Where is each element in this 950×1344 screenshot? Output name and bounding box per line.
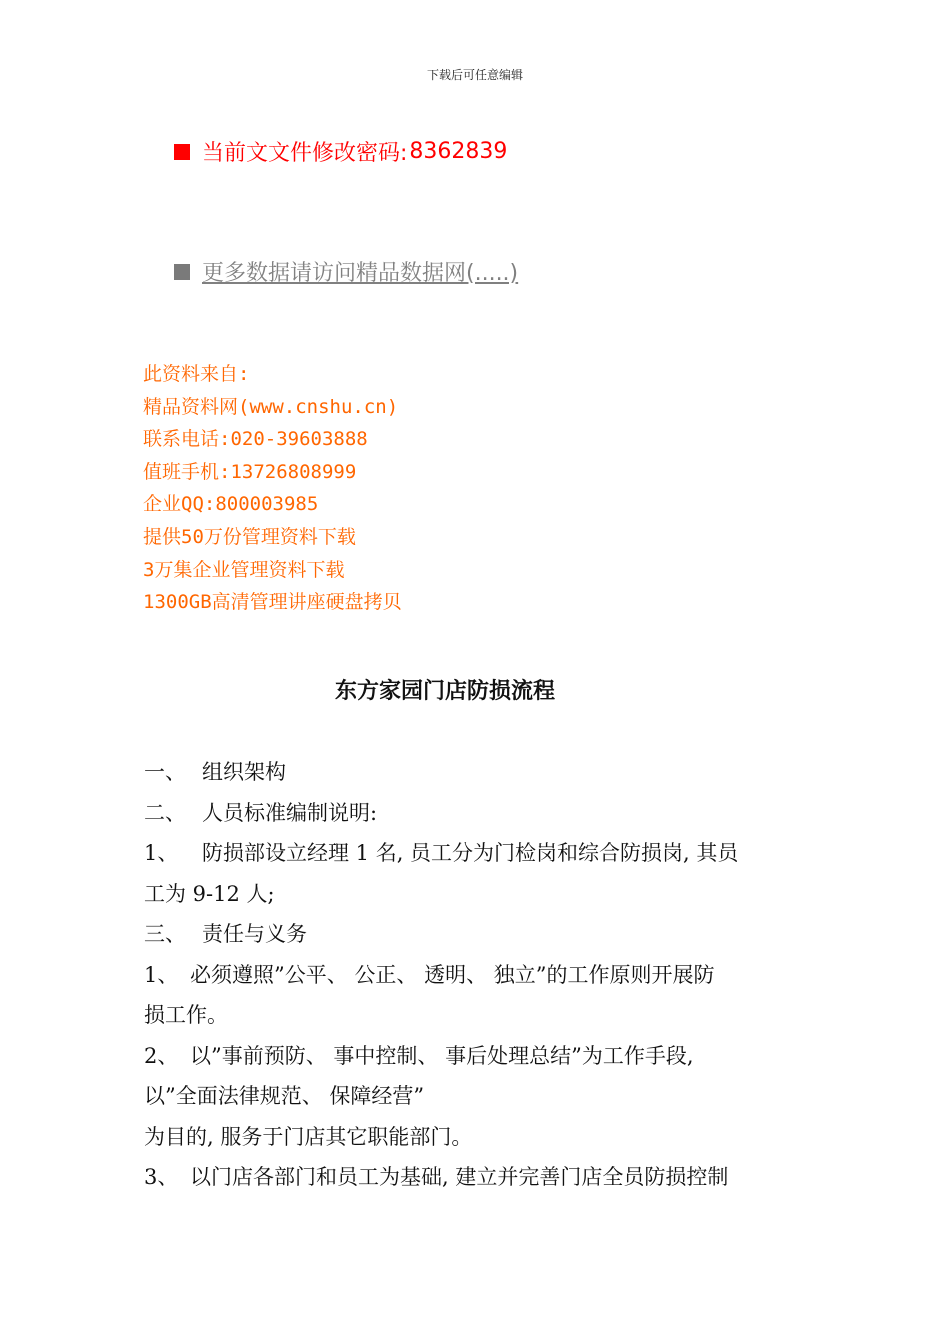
source-line: 企业QQ:800003985 <box>143 493 319 516</box>
body-line <box>144 914 812 955</box>
line-text: 人员标准编制说明: <box>202 800 378 825</box>
section-number: 三、 <box>144 922 186 946</box>
line-text: 组织架构 <box>202 760 286 784</box>
red-square-bullet-icon <box>174 144 190 160</box>
password-code: 8362839 <box>409 139 508 164</box>
body-line <box>144 752 812 793</box>
line-text: 必须遵照”公平、 公正、 透明、 独立”的工作原则开展防 <box>190 962 715 987</box>
item-number: 3、 <box>144 1165 179 1189</box>
body-line <box>144 1076 812 1117</box>
source-line: 联系电话:020-39603888 <box>143 428 368 451</box>
body-line <box>144 833 812 874</box>
line-text: 责任与义务 <box>202 922 307 946</box>
body-line <box>144 1036 812 1077</box>
source-line: 提供50万份管理资料下载 <box>143 525 356 548</box>
item-number: 2、 <box>144 1043 179 1068</box>
source-info-block <box>143 358 402 619</box>
source-line: 精品资料网(www.cnshu.cn) <box>143 395 399 418</box>
password-notice <box>174 136 507 167</box>
body-line <box>144 955 812 996</box>
body-line <box>144 995 812 1036</box>
more-data-notice <box>174 256 518 287</box>
line-text: 为目的, 服务于门店其它职能部门。 <box>144 1124 473 1149</box>
document-title: 东方家园门店防损流程 <box>334 679 555 704</box>
header-note: 下载后可任意编辑 <box>426 68 523 82</box>
item-number: 1、 <box>144 841 179 865</box>
section-number: 二、 <box>144 800 186 825</box>
line-text: 防损部设立经理 1 名, 员工分为门检岗和综合防损岗, 其员 <box>202 841 739 865</box>
section-number: 一、 <box>144 760 186 784</box>
line-text: 损工作。 <box>144 1003 228 1027</box>
body-line <box>144 793 812 834</box>
body-line <box>144 1117 812 1158</box>
source-line: 3万集企业管理资料下载 <box>143 558 345 581</box>
more-data-link[interactable]: 更多数据请访问精品数据网(.....) <box>202 261 519 286</box>
document-body <box>144 752 812 1198</box>
body-line <box>144 1157 812 1198</box>
source-line: 值班手机:13726808999 <box>143 460 357 483</box>
line-text: 以”全面法律规范、 保障经营” <box>144 1084 425 1108</box>
body-line <box>144 874 812 915</box>
gray-square-bullet-icon <box>174 264 190 280</box>
line-text: 工为 9-12 人; <box>144 881 275 906</box>
item-number: 1、 <box>144 962 179 987</box>
source-line: 1300GB高清管理讲座硬盘拷贝 <box>143 591 402 614</box>
password-label: 当前文文件修改密码: <box>202 141 408 166</box>
line-text: 以门店各部门和员工为基础, 建立并完善门店全员防损控制 <box>190 1165 729 1189</box>
source-line: 此资料来自: <box>143 363 250 385</box>
line-text: 以”事前预防、 事中控制、 事后处理总结”为工作手段, <box>190 1043 694 1068</box>
